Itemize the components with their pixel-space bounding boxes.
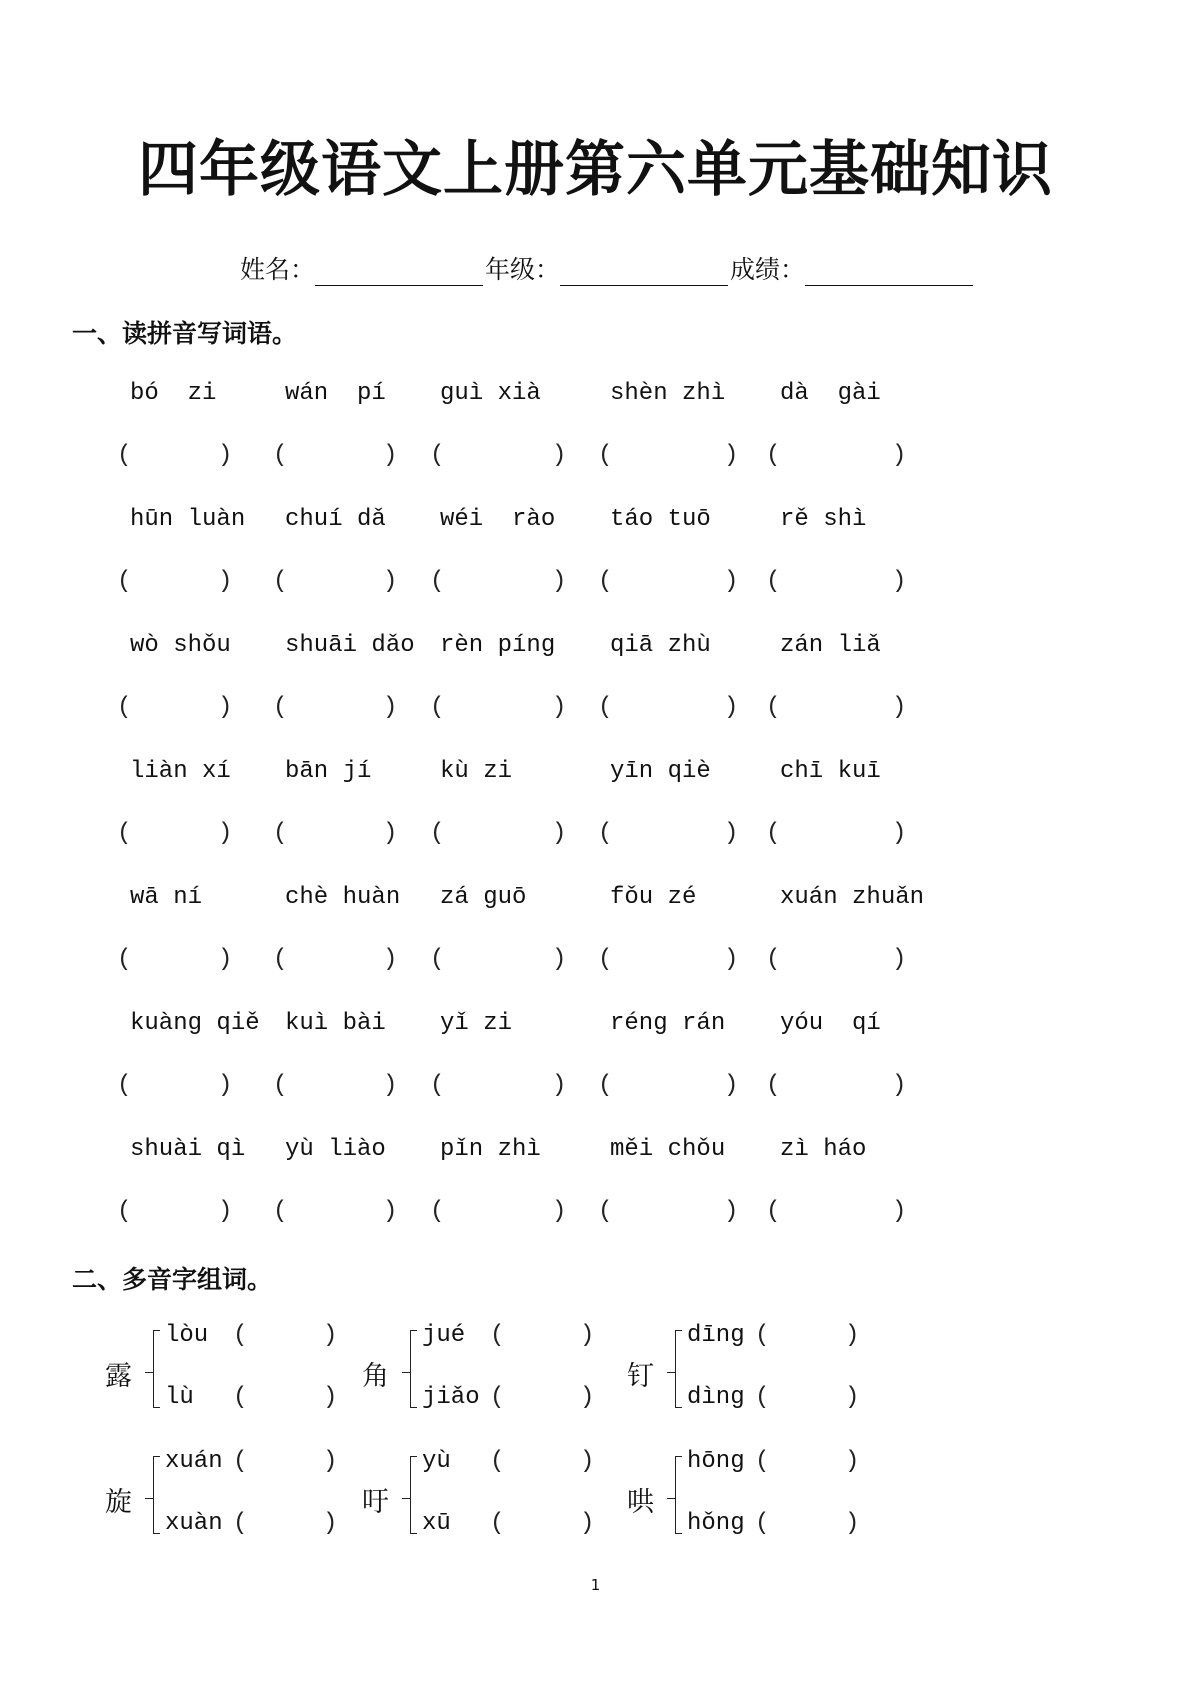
polyphone-char: 露 [105,1361,132,1392]
answer-close-paren[interactable]: ) [724,442,739,469]
pinyin-prompt: chī kuī [780,758,881,785]
answer-open-paren[interactable]: ( [598,568,613,595]
answer-close-paren[interactable]: ) [580,1384,595,1411]
pinyin-prompt: chè huàn [285,884,401,911]
answer-close-paren[interactable]: ) [892,694,907,721]
answer-open-paren[interactable]: ( [117,946,132,973]
answer-open-paren[interactable]: ( [490,1510,505,1537]
answer-close-paren[interactable]: ) [383,1198,398,1225]
answer-open-paren[interactable]: ( [766,946,781,973]
answer-close-paren[interactable]: ) [580,1448,595,1475]
answer-open-paren[interactable]: ( [755,1510,770,1537]
answer-open-paren[interactable]: ( [117,1072,132,1099]
bracket-tick [402,1498,410,1499]
answer-close-paren[interactable]: ) [580,1510,595,1537]
pinyin-prompt: yīn qiè [610,758,711,785]
answer-open-paren[interactable]: ( [766,820,781,847]
answer-open-paren[interactable]: ( [755,1322,770,1349]
section-2-heading: 二、多音字组词。 [72,1265,273,1294]
reading-pinyin: hǒng [687,1510,745,1537]
answer-open-paren[interactable]: ( [430,946,445,973]
pinyin-prompt: yóu qí [780,1010,881,1037]
pinyin-prompt: xuán zhuǎn [780,884,925,911]
grade-field[interactable] [560,259,728,286]
pinyin-prompt: liàn xí [130,758,231,785]
pinyin-prompt: rèn píng [440,632,556,659]
answer-close-paren[interactable]: ) [552,1198,567,1225]
answer-close-paren[interactable]: ) [845,1510,860,1537]
pinyin-prompt: dà gài [780,380,881,407]
pinyin-prompt: wò shǒu [130,632,231,659]
pinyin-prompt: wéi rào [440,506,556,533]
reading-pinyin: jiǎo [422,1384,480,1411]
reading-pinyin: jué [422,1322,466,1349]
answer-open-paren[interactable]: ( [598,1198,613,1225]
reading-pinyin: lù [165,1384,194,1411]
answer-close-paren[interactable]: ) [218,694,233,721]
answer-close-paren[interactable]: ) [323,1448,338,1475]
answer-open-paren[interactable]: ( [490,1448,505,1475]
pinyin-prompt: zì háo [780,1136,867,1163]
answer-close-paren[interactable]: ) [845,1448,860,1475]
answer-open-paren[interactable]: ( [430,820,445,847]
answer-close-paren[interactable]: ) [218,946,233,973]
answer-open-paren[interactable]: ( [766,1198,781,1225]
pinyin-prompt: kù zi [440,758,513,785]
reading-pinyin: xuàn [165,1510,223,1537]
answer-close-paren[interactable]: ) [552,442,567,469]
answer-open-paren[interactable]: ( [766,442,781,469]
polyphone-char: 哄 [627,1487,654,1518]
answer-open-paren[interactable]: ( [273,1198,288,1225]
answer-open-paren[interactable]: ( [755,1448,770,1475]
answer-close-paren[interactable]: ) [552,568,567,595]
brace-bracket [410,1456,417,1534]
score-field[interactable] [805,259,973,286]
answer-close-paren[interactable]: ) [218,568,233,595]
pinyin-prompt: réng rán [610,1010,726,1037]
answer-close-paren[interactable]: ) [552,694,567,721]
bracket-tick [667,1372,675,1373]
bracket-tick [667,1498,675,1499]
answer-close-paren[interactable]: ) [724,1198,739,1225]
pinyin-prompt: bó zi [130,380,217,407]
answer-open-paren[interactable]: ( [117,694,132,721]
answer-open-paren[interactable]: ( [598,946,613,973]
answer-open-paren[interactable]: ( [273,1072,288,1099]
pinyin-prompt: pǐn zhì [440,1136,541,1163]
pinyin-prompt: měi chǒu [610,1136,726,1163]
pinyin-prompt: qiā zhù [610,632,711,659]
pinyin-prompt: yù liào [285,1136,386,1163]
answer-close-paren[interactable]: ) [724,694,739,721]
answer-open-paren[interactable]: ( [117,1198,132,1225]
reading-pinyin: lòu [165,1322,209,1349]
answer-open-paren[interactable]: ( [430,568,445,595]
answer-open-paren[interactable]: ( [117,442,132,469]
name-field[interactable] [315,259,483,286]
bracket-tick [145,1372,153,1373]
polyphone-char: 旋 [105,1487,132,1518]
answer-close-paren[interactable]: ) [323,1510,338,1537]
brace-bracket [153,1456,160,1534]
brace-bracket [410,1330,417,1408]
bracket-tick [402,1372,410,1373]
answer-open-paren[interactable]: ( [755,1384,770,1411]
brace-bracket [675,1456,682,1534]
answer-close-paren[interactable]: ) [383,946,398,973]
pinyin-prompt: wā ní [130,884,203,911]
answer-open-paren[interactable]: ( [766,694,781,721]
answer-open-paren[interactable]: ( [273,946,288,973]
answer-close-paren[interactable]: ) [383,820,398,847]
answer-close-paren[interactable]: ) [552,820,567,847]
pinyin-prompt: zán liǎ [780,632,881,659]
answer-close-paren[interactable]: ) [218,1198,233,1225]
answer-open-paren[interactable]: ( [430,694,445,721]
pinyin-prompt: hūn luàn [130,506,246,533]
answer-close-paren[interactable]: ) [892,442,907,469]
pinyin-prompt: shuài qì [130,1136,246,1163]
answer-open-paren[interactable]: ( [430,1198,445,1225]
pinyin-prompt: rě shì [780,506,867,533]
section-1-heading: 一、读拼音写词语。 [72,319,298,348]
answer-open-paren[interactable]: ( [490,1384,505,1411]
answer-close-paren[interactable]: ) [323,1322,338,1349]
answer-close-paren[interactable]: ) [845,1322,860,1349]
answer-open-paren[interactable]: ( [117,820,132,847]
brace-bracket [153,1330,160,1408]
name-label: 姓名： [240,255,316,284]
page-title: 四年级语文上册第六单元基础知识 [138,135,1053,205]
answer-open-paren[interactable]: ( [598,1072,613,1099]
answer-close-paren[interactable]: ) [724,820,739,847]
bracket-tick [145,1498,153,1499]
pinyin-prompt: guì xià [440,380,541,407]
answer-close-paren[interactable]: ) [724,1072,739,1099]
grade-label: 年级： [485,255,561,284]
answer-close-paren[interactable]: ) [892,1198,907,1225]
answer-close-paren[interactable]: ) [218,442,233,469]
answer-open-paren[interactable]: ( [117,568,132,595]
answer-open-paren[interactable]: ( [430,1072,445,1099]
pinyin-prompt: zá guō [440,884,527,911]
answer-close-paren[interactable]: ) [552,1072,567,1099]
pinyin-prompt: shèn zhì [610,380,726,407]
pinyin-prompt: bān jí [285,758,372,785]
answer-close-paren[interactable]: ) [218,820,233,847]
reading-pinyin: xuán [165,1448,223,1475]
answer-open-paren[interactable]: ( [273,694,288,721]
reading-pinyin: xū [422,1510,451,1537]
score-label: 成绩： [730,255,806,284]
pinyin-prompt: fǒu zé [610,884,697,911]
pinyin-prompt: kuàng qiě [130,1010,260,1037]
answer-open-paren[interactable]: ( [273,442,288,469]
answer-open-paren[interactable]: ( [273,568,288,595]
student-info-row [240,250,975,286]
pinyin-prompt: chuí dǎ [285,506,386,533]
answer-open-paren[interactable]: ( [233,1448,248,1475]
answer-open-paren[interactable]: ( [766,1072,781,1099]
answer-open-paren[interactable]: ( [766,568,781,595]
answer-close-paren[interactable]: ) [383,694,398,721]
answer-open-paren[interactable]: ( [598,694,613,721]
answer-open-paren[interactable]: ( [598,442,613,469]
answer-open-paren[interactable]: ( [233,1510,248,1537]
answer-open-paren[interactable]: ( [233,1384,248,1411]
polyphone-char: 角 [362,1361,389,1392]
answer-close-paren[interactable]: ) [845,1384,860,1411]
polyphone-char: 吁 [362,1487,389,1518]
reading-pinyin: dìng [687,1384,745,1411]
reading-pinyin: dīng [687,1322,745,1349]
answer-open-paren[interactable]: ( [233,1322,248,1349]
answer-close-paren[interactable]: ) [580,1322,595,1349]
page-number: 1 [590,1576,601,1594]
answer-close-paren[interactable]: ) [892,568,907,595]
answer-close-paren[interactable]: ) [892,820,907,847]
answer-close-paren[interactable]: ) [323,1384,338,1411]
reading-pinyin: hōng [687,1448,745,1475]
answer-close-paren[interactable]: ) [724,946,739,973]
answer-close-paren[interactable]: ) [892,946,907,973]
answer-close-paren[interactable]: ) [218,1072,233,1099]
reading-pinyin: yù [422,1448,451,1475]
answer-open-paren[interactable]: ( [490,1322,505,1349]
pinyin-prompt: wán pí [285,380,386,407]
answer-open-paren[interactable]: ( [273,820,288,847]
pinyin-prompt: táo tuō [610,506,711,533]
brace-bracket [675,1330,682,1408]
pinyin-prompt: shuāi dǎo [285,632,415,659]
polyphone-char: 钉 [627,1361,654,1392]
answer-close-paren[interactable]: ) [892,1072,907,1099]
pinyin-prompt: kuì bài [285,1010,386,1037]
answer-open-paren[interactable]: ( [430,442,445,469]
pinyin-prompt: yǐ zi [440,1010,513,1037]
answer-close-paren[interactable]: ) [552,946,567,973]
answer-close-paren[interactable]: ) [724,568,739,595]
answer-open-paren[interactable]: ( [598,820,613,847]
answer-close-paren[interactable]: ) [383,1072,398,1099]
answer-close-paren[interactable]: ) [383,568,398,595]
answer-close-paren[interactable]: ) [383,442,398,469]
